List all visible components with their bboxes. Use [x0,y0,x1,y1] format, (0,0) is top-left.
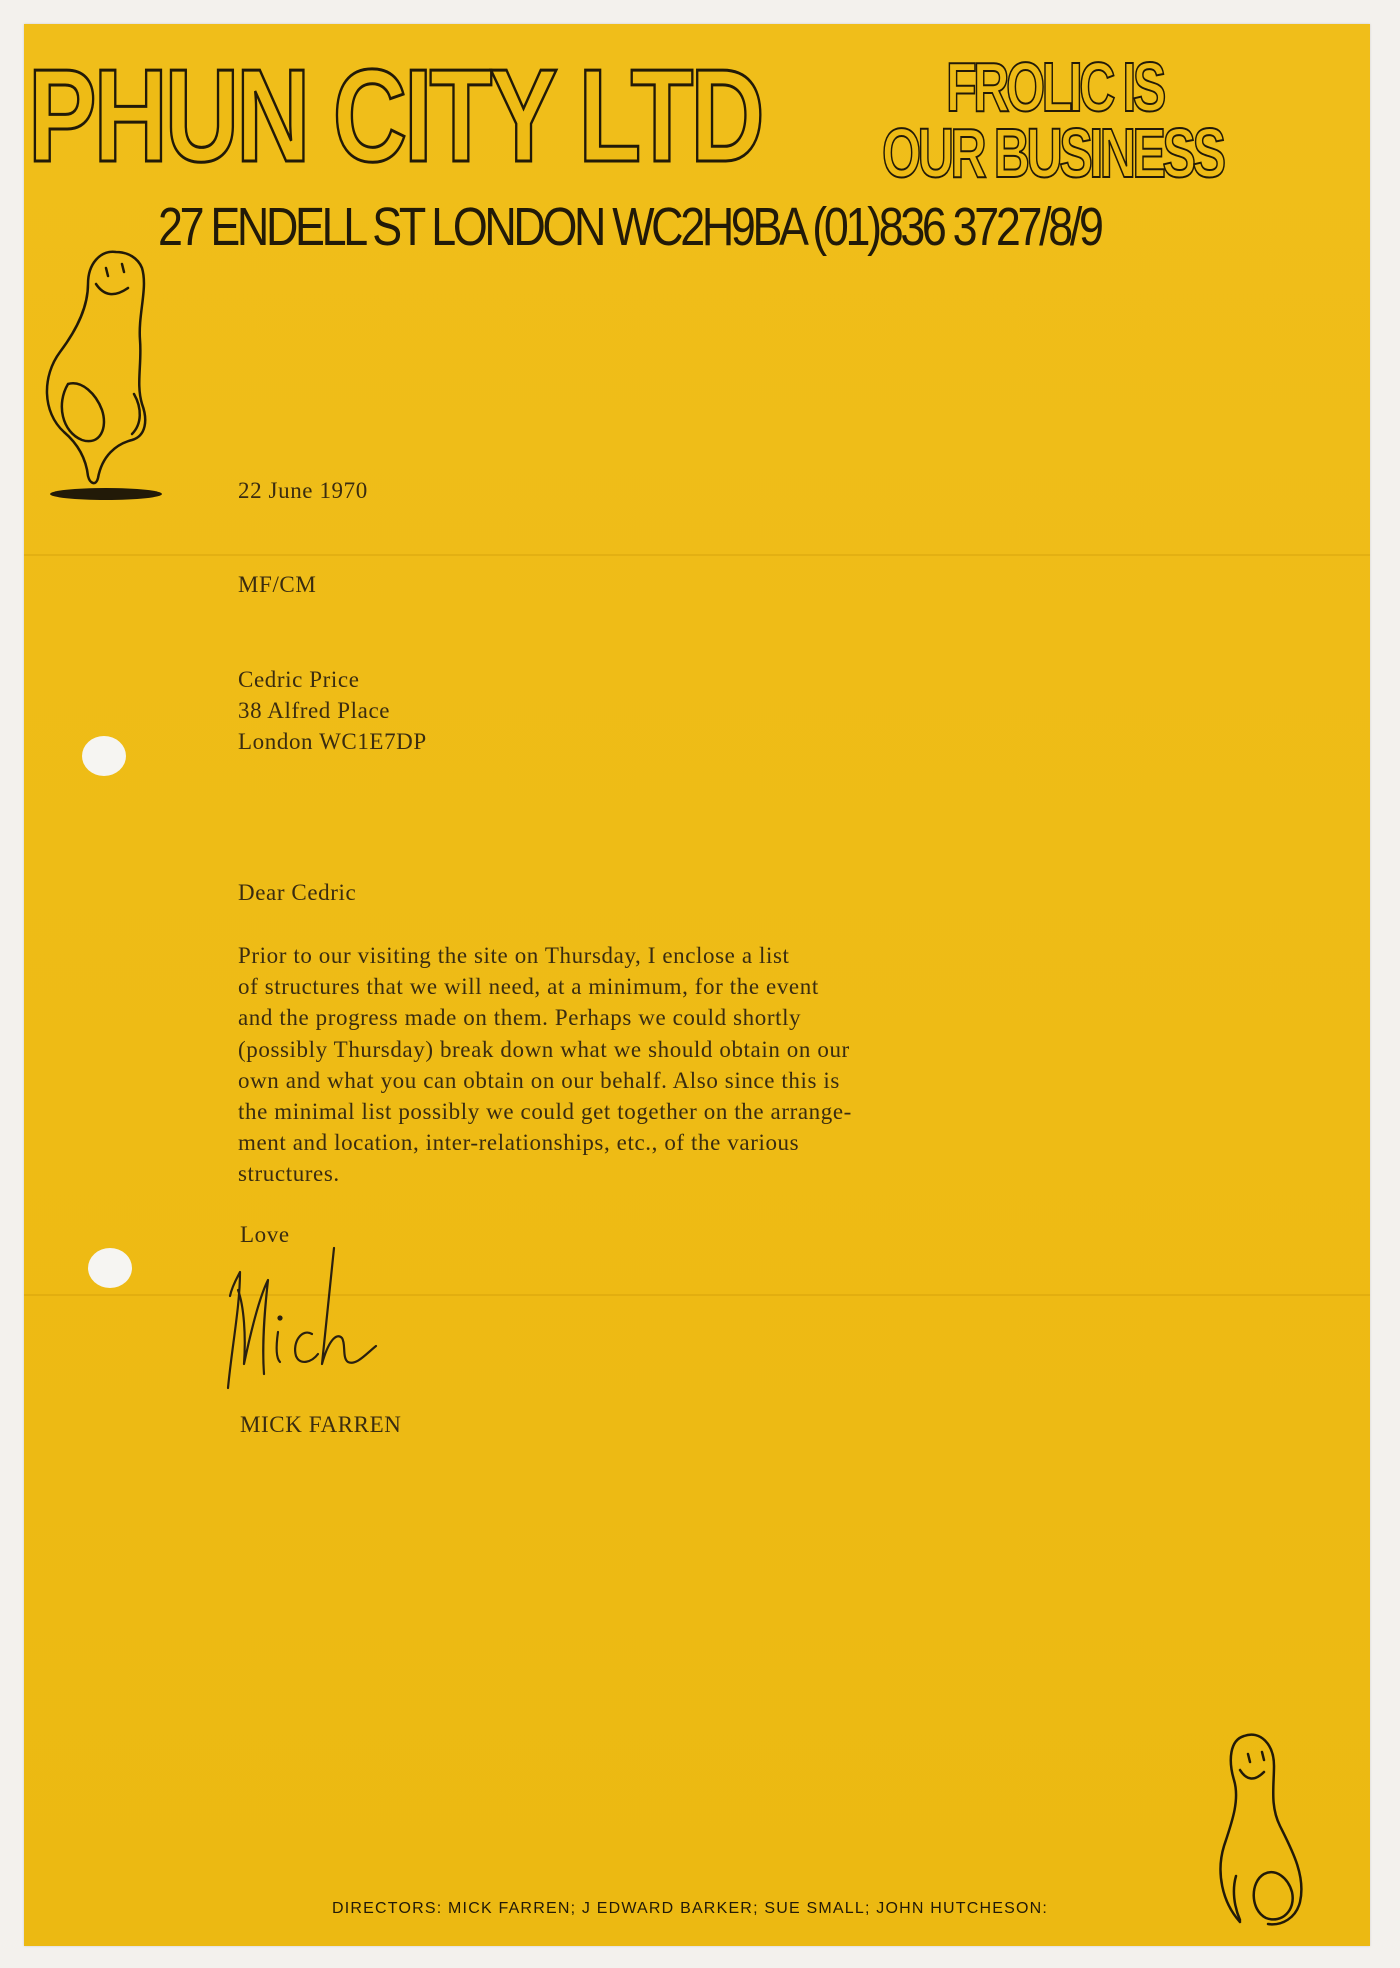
body-line: the minimal list possibly we could get together on the arrange- [238,1099,852,1125]
fold-line [24,554,1370,556]
body-line: ment and location, inter-relationships, etc., of the various [238,1130,800,1156]
company-address: 27 ENDELL ST LONDON WC2H9BA (01)836 3727/8/9 [158,197,1101,257]
letter-body [238,940,852,1190]
letter-date: 22 June 1970 [238,478,368,503]
body-line: structures. [238,1161,340,1187]
slogan-line-1: FROLIC IS [946,48,1163,126]
mascot-figure-icon [38,244,168,506]
punch-hole [88,1248,132,1288]
recipient-address [238,664,427,757]
recipient-name: Cedric Price [238,667,360,692]
recipient-street: 38 Alfred Place [238,698,391,723]
punch-hole [82,736,126,776]
body-line: (possibly Thursday) break down what we should obtain on our [238,1036,850,1062]
body-line: Prior to our visiting the site on Thursday, I enclose a list [238,943,790,968]
letter-reference: MF/CM [238,572,317,597]
handwritten-signature [218,1246,388,1396]
body-line: and the progress made on them. Perhaps we could shortly [238,1005,802,1031]
recipient-city: London WC1E7DP [238,729,427,754]
directors-footer: DIRECTORS: MICK FARREN; J EDWARD BARKER; SUE SMALL; JOHN HUTCHESON: [332,1900,1049,1917]
body-line: of structures that we will need, at a minimum, for the event [238,974,819,1000]
mascot-figure-icon [1210,1726,1320,1936]
body-line: own and what you can obtain on our behalf. Also since this is [238,1067,840,1093]
signatory-name: MICK FARREN [240,1412,402,1437]
salutation: Dear Cedric [238,880,357,905]
company-name: PHUN CITY LTD [28,42,762,189]
slogan-line-2: OUR BUSINESS [882,114,1223,192]
closing: Love [240,1222,290,1247]
